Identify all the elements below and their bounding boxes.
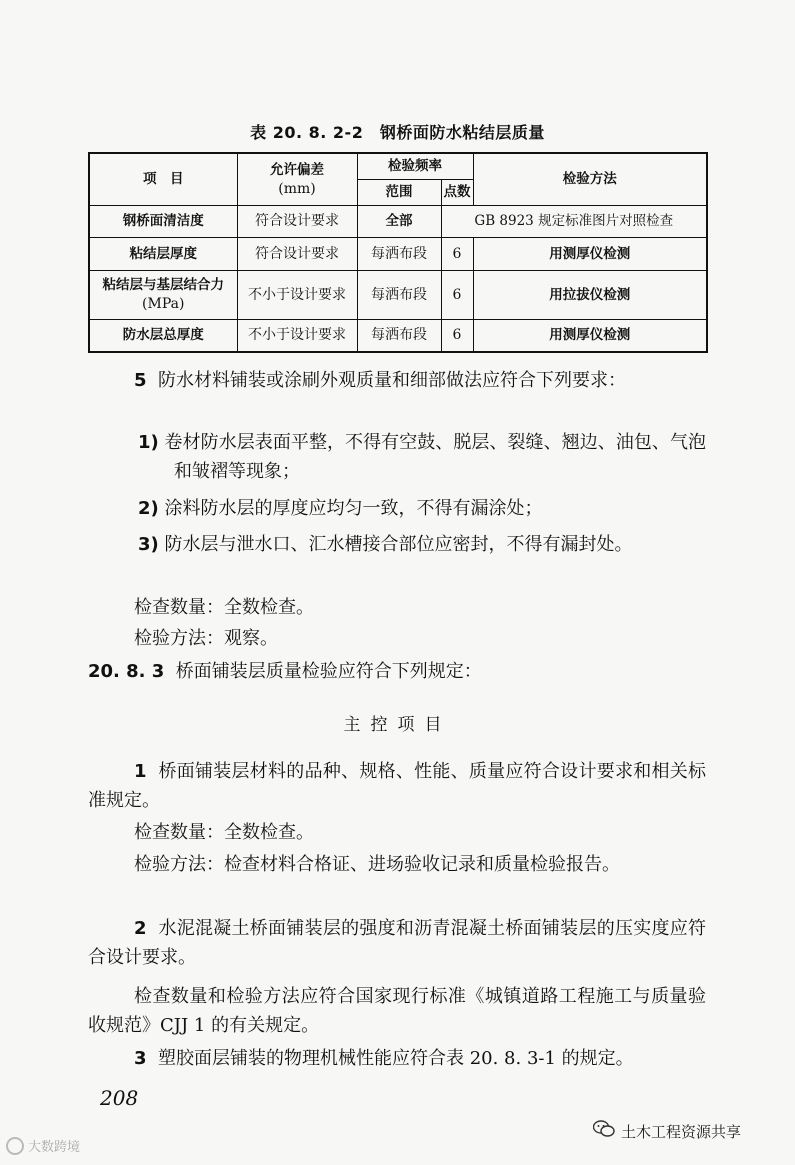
page-number: 208 [100, 1086, 139, 1110]
watermark-left-text: 大数跨境 [28, 1140, 81, 1155]
check-method-1: 检验方法：观察。 [134, 628, 278, 649]
paragraph-text: 水泥混凝土桥面铺装层的强度和沥青混凝土桥面铺装层的压实度应符合设计要求。 [88, 918, 706, 968]
table-row [89, 238, 707, 271]
main-item-1 [88, 757, 706, 815]
watermark-left [6, 1136, 80, 1155]
table-row [89, 320, 707, 353]
row-tolerance: 不小于设计要求 [237, 320, 357, 353]
row-item: 粘结层与基层结合力 [102, 277, 224, 293]
paragraph-5 [88, 366, 706, 395]
table-header-row [89, 153, 707, 180]
row-range: 每洒布段 [357, 238, 441, 271]
paragraph-number: 2 [134, 918, 147, 939]
list-item-2 [88, 494, 706, 523]
list-item-1 [88, 428, 706, 486]
watermark-right-text: 土木工程资源共享 [621, 1122, 742, 1141]
header-tolerance-label: 允许偏差 [270, 161, 324, 178]
list-number: 1) [138, 432, 159, 453]
row-item: 粘结层厚度 [89, 238, 237, 271]
table-row [89, 206, 707, 238]
table-row [89, 271, 707, 320]
header-tolerance-unit: (mm) [278, 180, 316, 197]
row-method: 用测厚仪检测 [473, 320, 707, 353]
header-method: 检验方法 [473, 153, 707, 206]
check-quantity-2: 检查数量：全数检查。 [134, 822, 314, 843]
row-range: 全部 [357, 206, 441, 238]
header-item: 项 目 [89, 153, 237, 206]
row-points: 6 [441, 320, 473, 353]
list-text: 卷材防水层表面平整，不得有空鼓、脱层、裂缝、翘边、油包、气泡和皱褶等现象； [164, 432, 706, 482]
check-quantity-1: 检查数量：全数检查。 [134, 597, 314, 618]
list-number: 3) [138, 534, 159, 555]
wechat-icon [593, 1120, 615, 1142]
list-text: 涂料防水层的厚度应均匀一致，不得有漏涂处； [164, 498, 543, 519]
row-range: 每洒布段 [357, 271, 441, 320]
header-frequency: 检验频率 [357, 153, 473, 180]
row-points: 6 [441, 238, 473, 271]
row-item-unit: (MPa) [142, 296, 185, 312]
paragraph-number: 3 [134, 1048, 147, 1069]
row-points: 6 [441, 271, 473, 320]
main-items-title: 主控项目 [343, 715, 452, 735]
section-heading [88, 657, 706, 686]
row-method: 用拉拔仪检测 [473, 271, 707, 320]
list-text: 防水层与泄水口、汇水槽接合部位应密封，不得有漏封处。 [164, 534, 633, 555]
row-method: GB 8923 规定标准图片对照检查 [441, 206, 707, 238]
header-range: 范围 [357, 180, 441, 206]
row-item: 防水层总厚度 [89, 320, 237, 353]
header-points: 点数 [441, 180, 473, 206]
row-method: 用测厚仪检测 [473, 238, 707, 271]
table-caption: 表 20. 8. 2-2 钢桥面防水粘结层质量 [250, 123, 545, 142]
row-range: 每洒布段 [357, 320, 441, 353]
main-item-2 [88, 914, 706, 972]
row-tolerance: 不小于设计要求 [237, 271, 357, 320]
watermark-right [593, 1120, 741, 1142]
paragraph-number: 5 [134, 370, 147, 391]
list-item-3 [88, 530, 706, 559]
quality-table [88, 152, 708, 353]
section-text: 桥面铺装层质量检验应符合下列规定： [175, 661, 482, 682]
row-tolerance: 符合设计要求 [237, 238, 357, 271]
paragraph-text: 防水材料铺装或涂刷外观质量和细部做法应符合下列要求： [157, 370, 626, 391]
main-item-3 [88, 1044, 706, 1073]
row-item-cell [89, 271, 237, 320]
check-method-2: 检验方法：检查材料合格证、进场验收记录和质量检验报告。 [134, 854, 620, 875]
logo-icon [6, 1137, 24, 1155]
row-item: 钢桥面清洁度 [89, 206, 237, 238]
paragraph-text: 塑胶面层铺装的物理机械性能应符合表 20. 8. 3-1 的规定。 [157, 1048, 634, 1069]
row-tolerance: 符合设计要求 [237, 206, 357, 238]
list-number: 2) [138, 498, 159, 519]
section-number: 20. 8. 3 [88, 661, 165, 682]
paragraph-text: 桥面铺装层材料的品种、规格、性能、质量应符合设计要求和相关标准规定。 [88, 761, 706, 811]
main-item-2-check: 检查数量和检验方法应符合国家现行标准《城镇道路工程施工与质量验收规范》CJJ 1 的有关规定。 [88, 986, 706, 1036]
header-tolerance [237, 153, 357, 206]
paragraph-number: 1 [134, 761, 147, 782]
